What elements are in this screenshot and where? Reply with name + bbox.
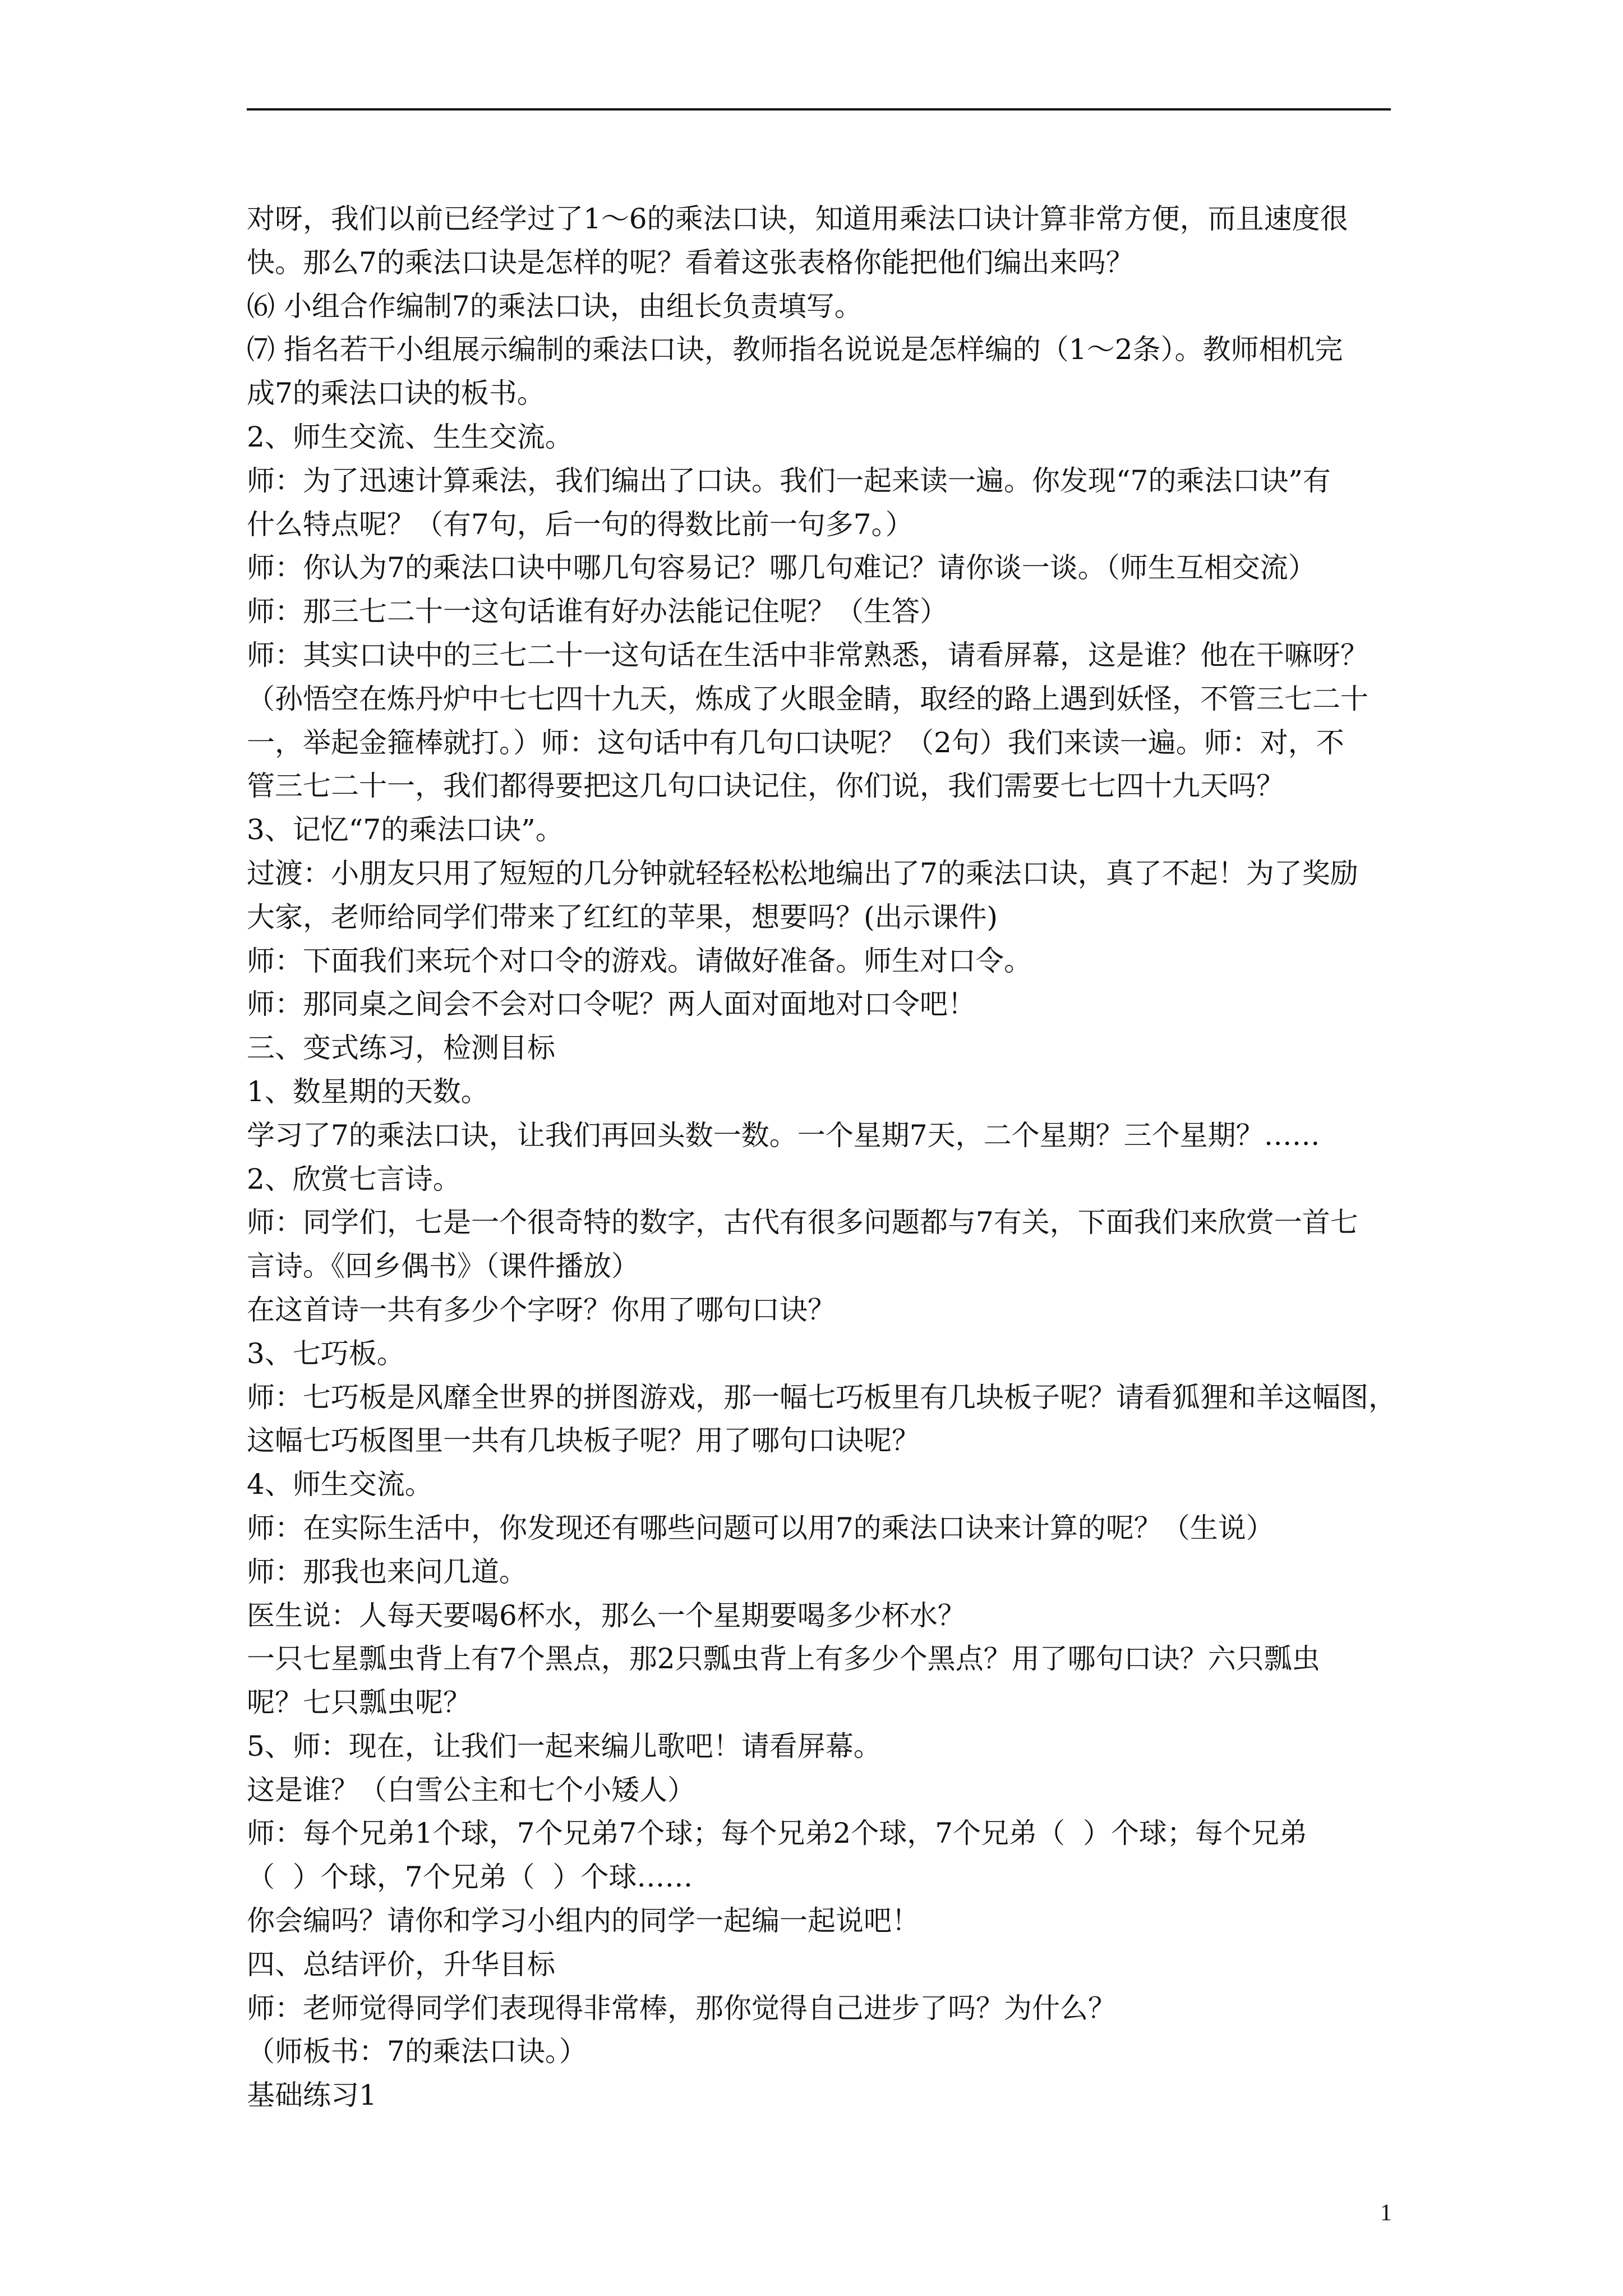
text-line: 管三七二十一，我们都得要把这几句口诀记住，你们说，我们需要七七四十九天吗？ — [247, 770, 1284, 803]
text-line: 师：那三七二十一这句话谁有好办法能记住呢？（生答） — [247, 595, 948, 628]
text-line: 师：老师觉得同学们表现得非常棒，那你觉得自己进步了吗？为什么？ — [247, 1991, 1116, 2024]
text-line: （孙悟空在炼丹炉中七七四十九天，炼成了火眼金睛，取经的路上遇到妖怪，不管三七二十 — [247, 682, 1368, 715]
text-line: ⑹ 小组合作编制7的乘法口诀，由组长负责填写。 — [247, 289, 863, 323]
section-heading: 4、师生交流。 — [247, 1468, 433, 1501]
page-number: 1 — [1380, 2200, 1392, 2226]
section-heading: 2、欣赏七言诗。 — [247, 1162, 461, 1195]
text-line: 快。那么7的乘法口诀是怎样的呢？看着这张表格你能把他们编出来吗？ — [247, 246, 1134, 279]
text-line: （师板书：7的乘法口诀。） — [247, 2035, 587, 2068]
text-line: 基础练习1 — [247, 2079, 377, 2112]
text-line: 一只七星瓢虫背上有7个黑点，那2只瓢虫背上有多少个黑点？用了哪句口诀？六只瓢虫 — [247, 1642, 1320, 1676]
text-line: 师：七巧板是风靡全世界的拼图游戏，那一幅七巧板里有几块板子呢？请看狐狸和羊这幅图， — [247, 1381, 1396, 1414]
text-line: 成7的乘法口诀的板书。 — [247, 377, 545, 410]
text-line: 师：同学们，七是一个很奇特的数字，古代有很多问题都与7有关，下面我们来欣赏一首七 — [247, 1206, 1358, 1239]
section-heading: 5、师：现在，让我们一起来编儿歌吧！请看屏幕。 — [247, 1729, 882, 1763]
text-line: 你会编吗？请你和学习小组内的同学一起编一起说吧！ — [247, 1904, 920, 1938]
section-heading: 2、师生交流、生生交流。 — [247, 420, 573, 453]
text-line: ⑺ 指名若干小组展示编制的乘法口诀，教师指名说说是怎样编的（1～2条）。教师相机完 — [247, 333, 1343, 366]
section-heading: 四、总结评价，升华目标 — [247, 1948, 555, 1981]
section-heading: 1、数星期的天数。 — [247, 1075, 489, 1108]
text-line: 师：你认为7的乘法口诀中哪几句容易记？哪几句难记？请你谈一谈。（师生互相交流） — [247, 551, 1316, 585]
text-line: 大家，老师给同学们带来了红红的苹果，想要吗？(出示课件) — [247, 900, 998, 933]
section-heading: 三、变式练习，检测目标 — [247, 1032, 555, 1065]
document-body — [247, 197, 1394, 2118]
text-line: 对呀，我们以前已经学过了1～6的乘法口诀，知道用乘法口诀计算非常方便，而且速度很 — [247, 203, 1348, 235]
text-line: （ ）个球，7个兄弟（ ）个球…… — [247, 1861, 693, 1894]
text-line: 师：那我也来问几道。 — [247, 1555, 527, 1588]
text-line: 这是谁？（白雪公主和七个小矮人） — [247, 1773, 695, 1806]
text-line: 学习了7的乘法口诀，让我们再回头数一数。一个星期7天，二个星期？三个星期？…… — [247, 1119, 1320, 1152]
text-line: 师：下面我们来玩个对口令的游戏。请做好准备。师生对口令。 — [247, 944, 1032, 977]
section-heading: 3、记忆“7的乘法口诀”。 — [247, 813, 564, 846]
text-line: 师：为了迅速计算乘法，我们编出了口诀。我们一起来读一遍。你发现“7的乘法口诀”有 — [247, 464, 1331, 497]
text-line: 言诗。《回乡偶书》（课件播放） — [247, 1250, 639, 1283]
text-line: 过渡：小朋友只用了短短的几分钟就轻轻松松地编出了7的乘法口诀，真了不起！为了奖励 — [247, 857, 1358, 890]
section-heading: 3、七巧板。 — [247, 1337, 405, 1370]
text-line: 这幅七巧板图里一共有几块板子呢？用了哪句口诀呢？ — [247, 1424, 920, 1457]
text-line: 呢？七只瓢虫呢？ — [247, 1686, 471, 1719]
text-line: 师：那同桌之间会不会对口令呢？两人面对面地对口令吧！ — [247, 988, 976, 1021]
text-line: 在这首诗一共有多少个字呀？你用了哪句口诀？ — [247, 1293, 836, 1326]
text-line: 什么特点呢？（有7句，后一句的得数比前一句多7。） — [247, 508, 914, 541]
text-line: 一，举起金箍棒就打。）师：这句话中有几句口诀呢？（2句）我们来读一遍。师：对，不 — [247, 726, 1344, 759]
text-line: 师：其实口诀中的三七二十一这句话在生活中非常熟悉，请看屏幕，这是谁？他在干嘛呀？ — [247, 638, 1368, 671]
header-rule — [247, 108, 1391, 111]
text-line: 医生说：人每天要喝6杯水，那么一个星期要喝多少杯水？ — [247, 1599, 966, 1632]
text-line: 师：在实际生活中，你发现还有哪些问题可以用7的乘法口诀来计算的呢？（生说） — [247, 1511, 1274, 1544]
text-line: 师：每个兄弟1个球，7个兄弟7个球；每个兄弟2个球，7个兄弟（ ）个球；每个兄弟 — [247, 1817, 1307, 1850]
